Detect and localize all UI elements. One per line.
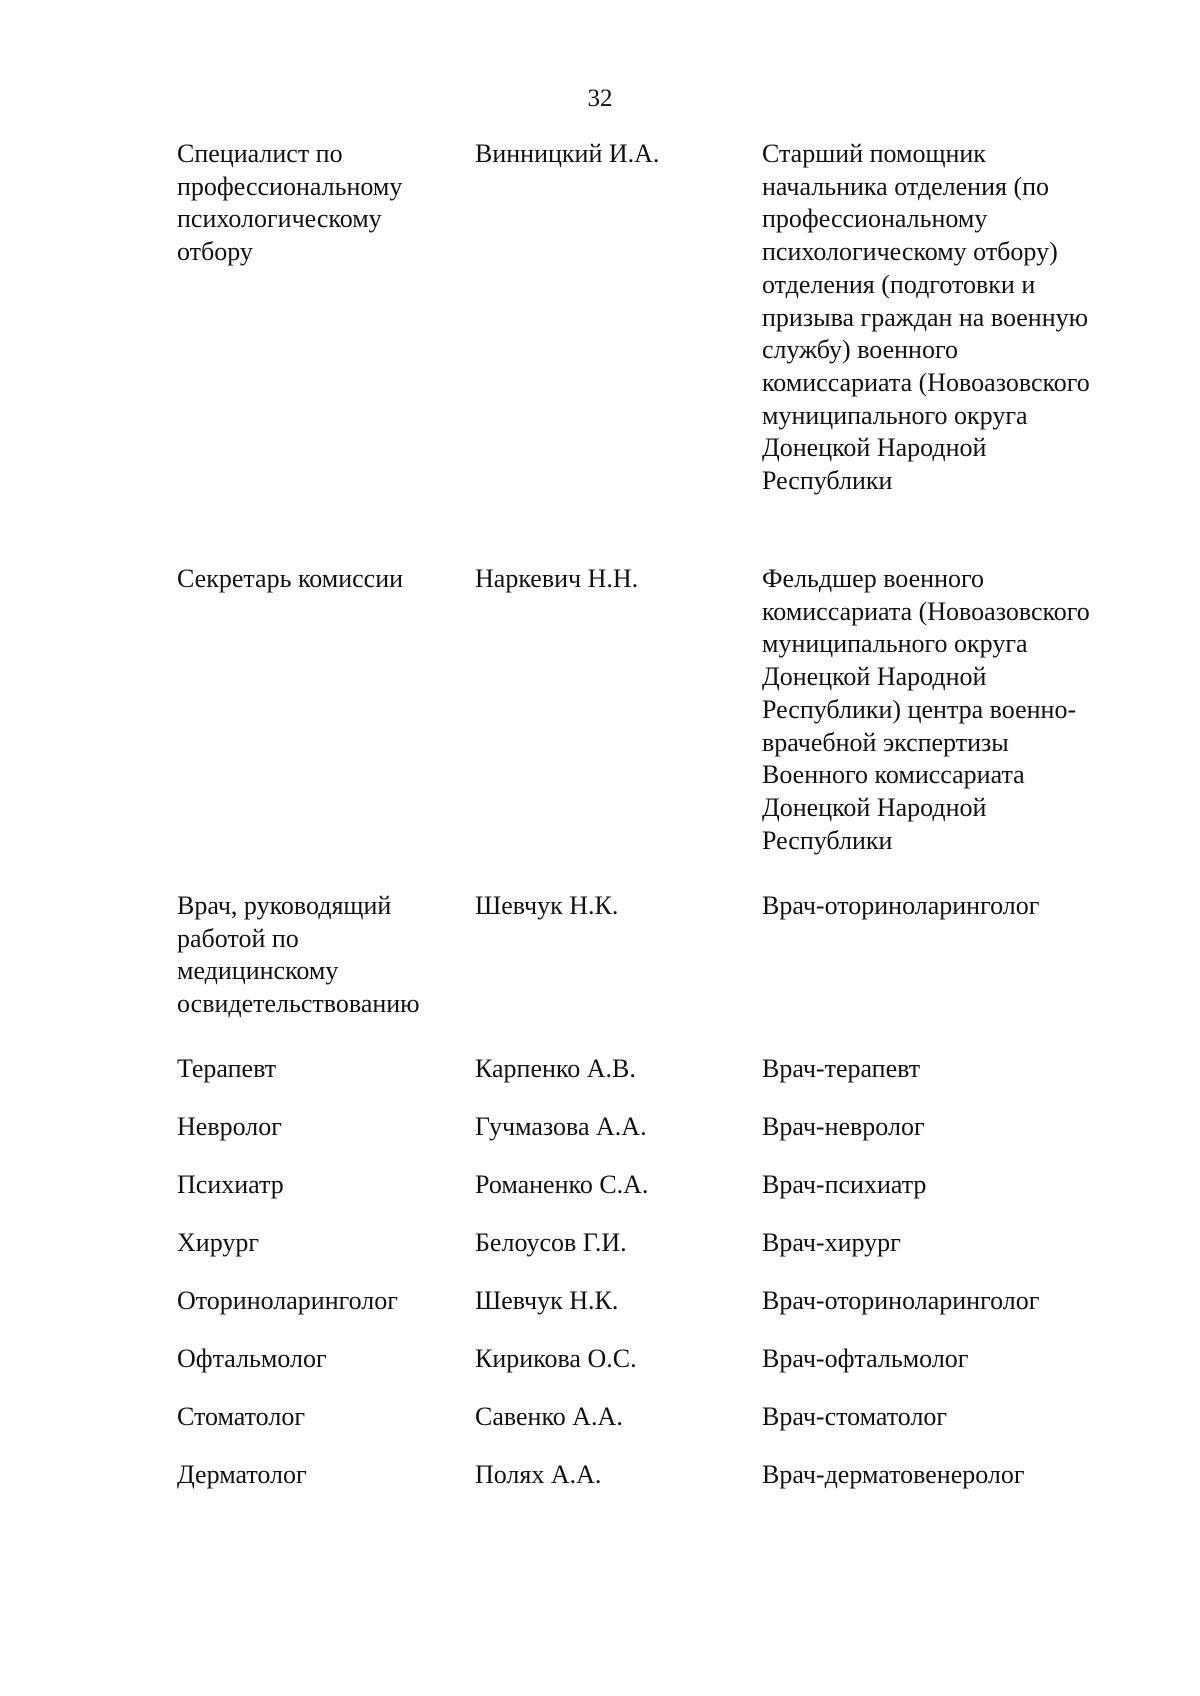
position-cell: Врач-психиатр [762, 1170, 927, 1199]
position-cell: Врач-офтальмолог [762, 1344, 969, 1373]
role-cell: Хирург [177, 1228, 260, 1257]
role-cell: Невролог [177, 1112, 282, 1141]
name-cell: Шевчук Н.К. [475, 1286, 619, 1315]
position-cell: Фельдшер военного комиссариата (Новоазовского муниципального округа Донецкой Народной Республики) центра военно- врачебной экспертизы Военного комиссариата Донецкой Народной Республики [762, 564, 1090, 855]
page-number: 32 [587, 85, 613, 112]
position-cell: Врач-оториноларинголог [762, 891, 1040, 920]
role-cell: Оториноларинголог [177, 1286, 398, 1315]
name-cell: Полях А.А. [475, 1460, 602, 1489]
name-cell: Наркевич Н.Н. [475, 564, 639, 593]
position-cell: Врач-невролог [762, 1112, 925, 1141]
position-cell: Старший помощник начальника отделения (по профессиональному психологическому отбору) отделения (подготовки и призыва граждан на военную службу) военного комиссариата (Новоазовского муниципального округа Донецкой Народной Республики [762, 139, 1090, 496]
position-cell: Врач-дерматовенеролог [762, 1460, 1025, 1489]
name-cell: Гучмазова А.А. [475, 1112, 647, 1141]
name-cell: Винницкий И.А. [475, 139, 660, 168]
name-cell: Романенко С.А. [475, 1170, 649, 1199]
name-cell: Савенко А.А. [475, 1402, 623, 1431]
role-cell: Терапевт [177, 1054, 277, 1083]
name-cell: Белоусов Г.И. [475, 1228, 627, 1257]
position-cell: Врач-оториноларинголог [762, 1286, 1040, 1315]
position-cell: Врач-хирург [762, 1228, 901, 1257]
position-cell: Врач-стоматолог [762, 1402, 948, 1431]
role-cell: Офтальмолог [177, 1344, 327, 1373]
role-cell: Стоматолог [177, 1402, 305, 1431]
position-cell: Врач-терапевт [762, 1054, 921, 1083]
role-cell: Специалист по профессиональному психологическому отбору [177, 139, 403, 267]
role-cell: Психиатр [177, 1170, 284, 1199]
role-cell: Секретарь комиссии [177, 564, 404, 593]
name-cell: Кирикова О.С. [475, 1344, 637, 1373]
role-cell: Врач, руководящий работой по медицинскому освидетельствованию [177, 891, 420, 1019]
name-cell: Карпенко А.В. [475, 1054, 636, 1083]
role-cell: Дерматолог [177, 1460, 307, 1489]
name-cell: Шевчук Н.К. [475, 891, 619, 920]
